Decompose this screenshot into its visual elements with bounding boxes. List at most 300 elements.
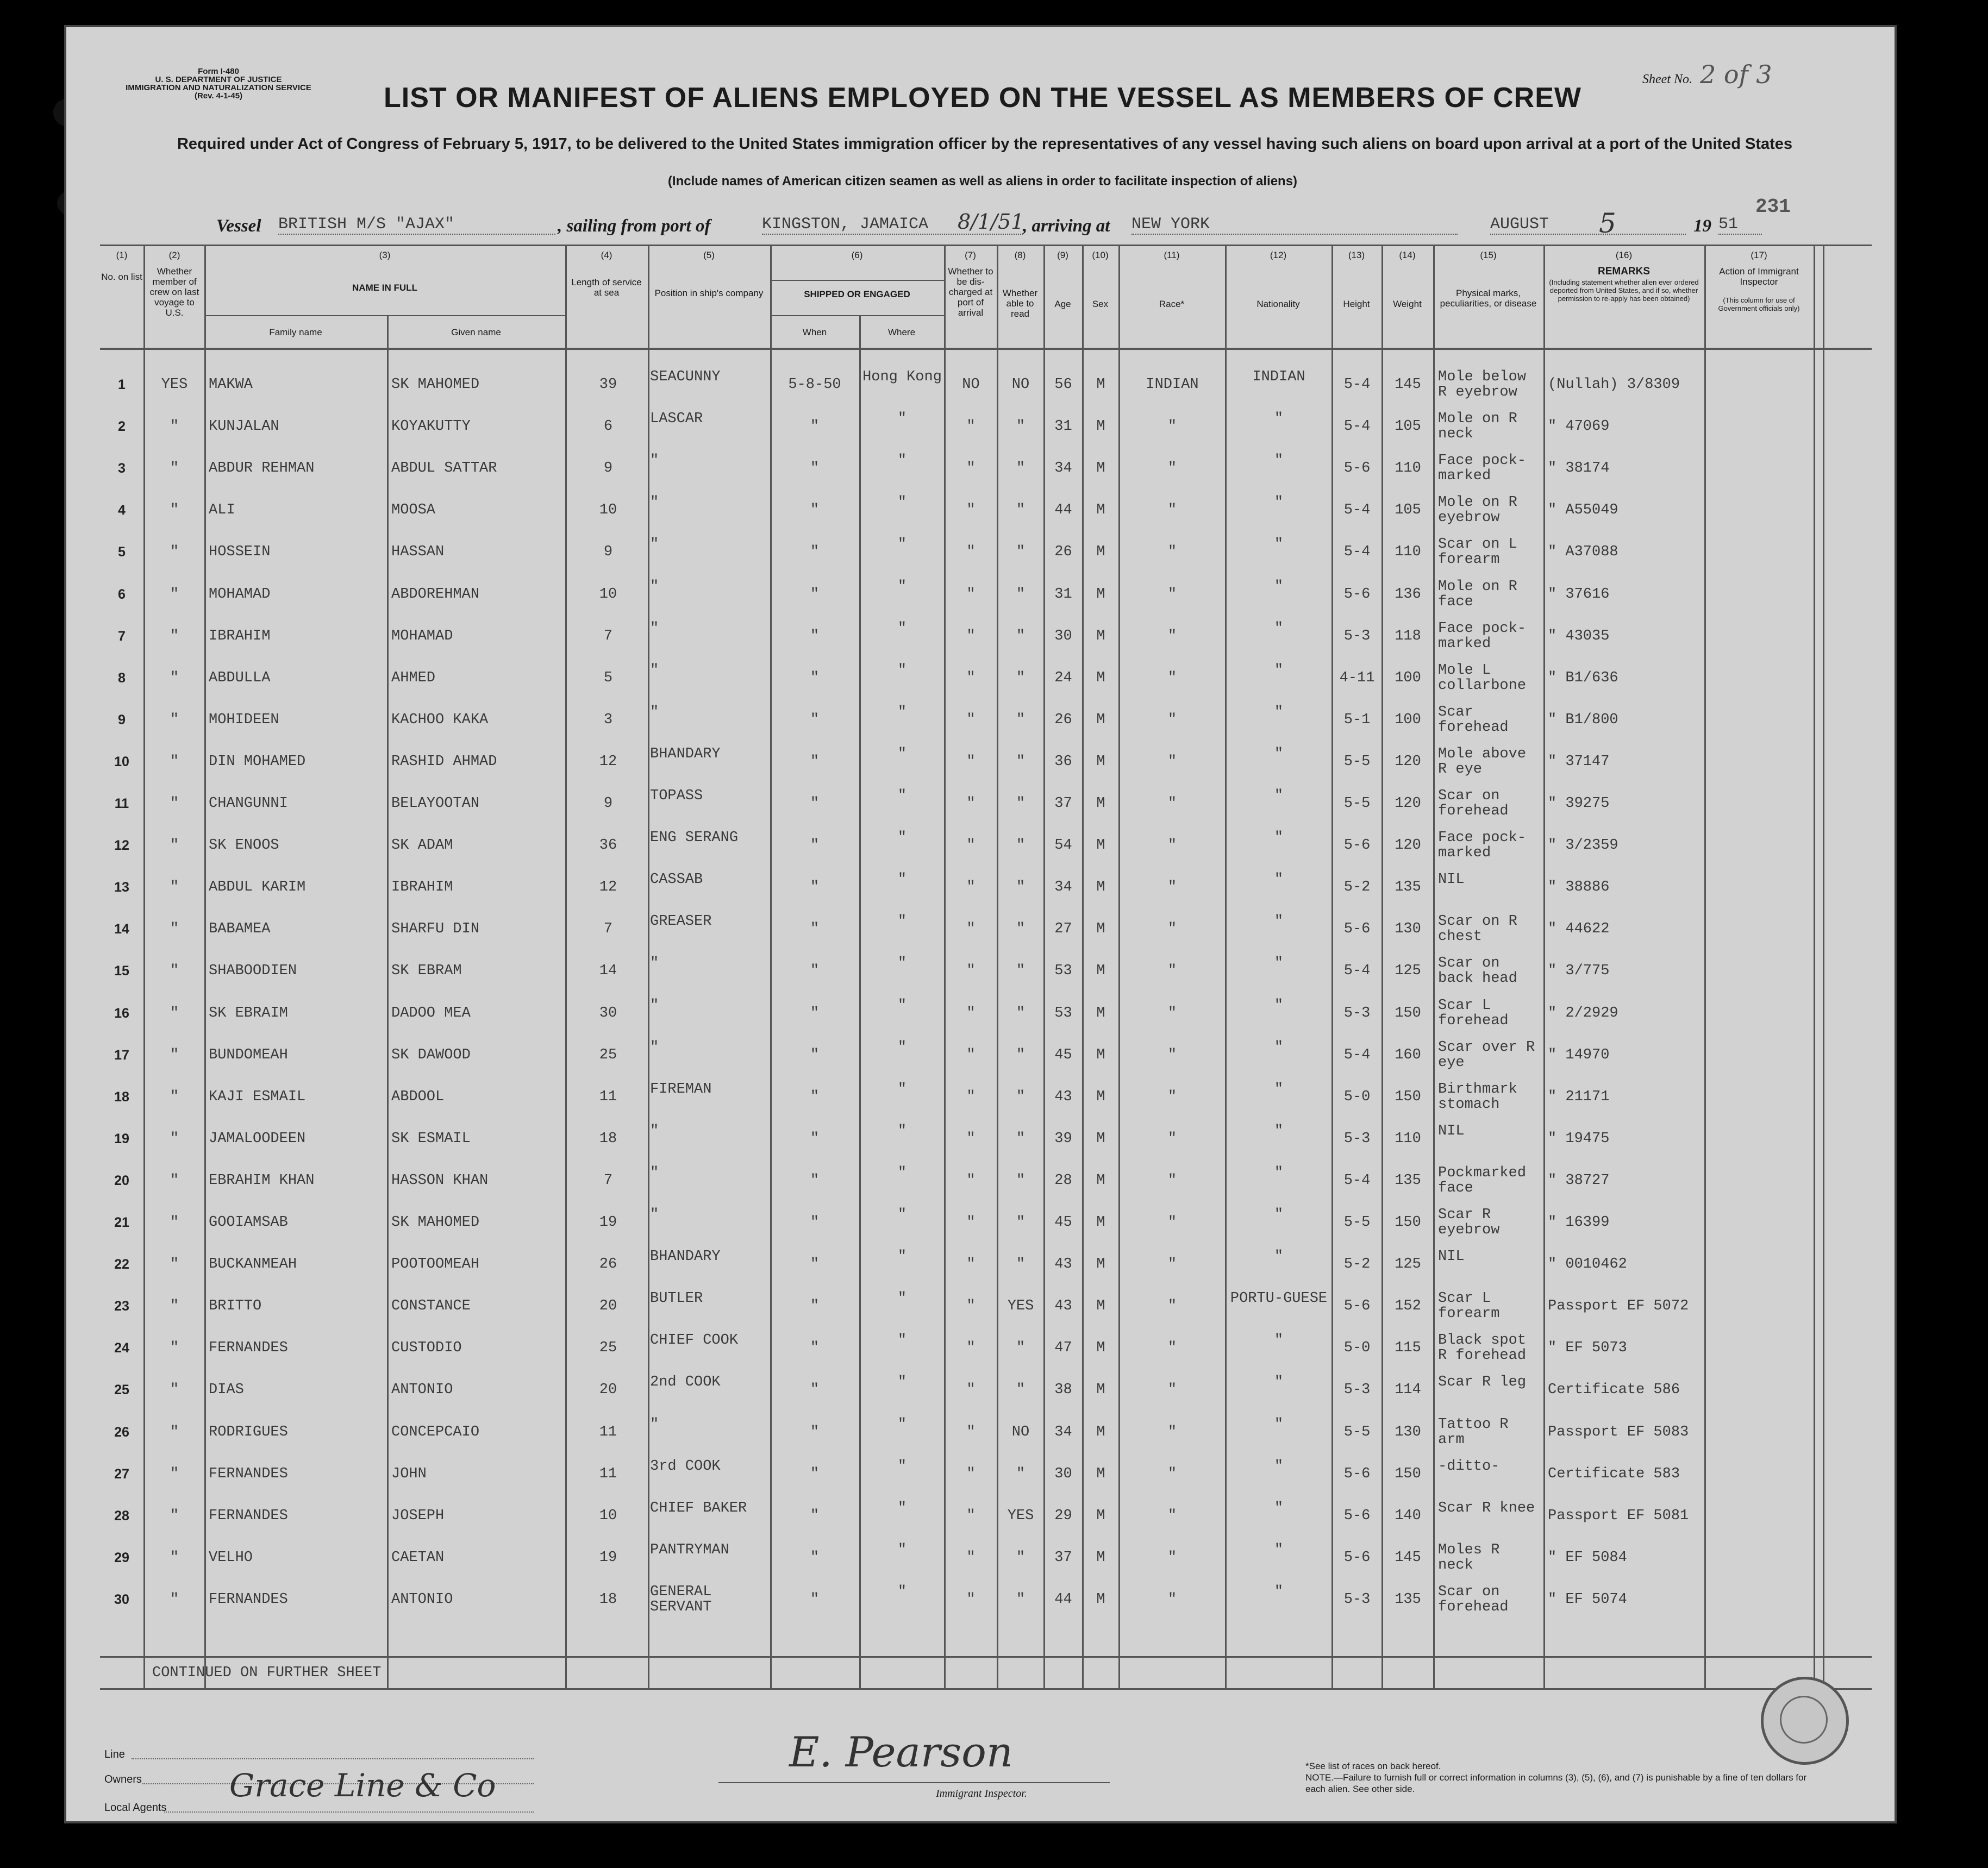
- port-from: KINGSTON, JAMAICA: [762, 215, 1023, 235]
- cell-service: 7: [603, 628, 613, 644]
- cell-weight: 150: [1395, 1466, 1421, 1482]
- cell-read: ": [1016, 670, 1026, 686]
- cell-remarks: " 44622: [1548, 921, 1610, 937]
- cell-remarks: " 3/2359: [1548, 837, 1618, 854]
- cell-position: ": [650, 1039, 659, 1056]
- cell-nat: ": [1274, 1039, 1284, 1056]
- col-num-10: (10): [1092, 250, 1109, 260]
- cell-weight: 135: [1395, 879, 1421, 895]
- cell-when: ": [810, 1591, 820, 1608]
- cell-read: ": [1016, 1340, 1026, 1356]
- sheet-number-label: Sheet No.: [1642, 72, 1692, 86]
- cell-marks: Mole on R face: [1438, 579, 1517, 610]
- cell-weight: 100: [1395, 712, 1421, 728]
- cell-age: 34: [1054, 879, 1072, 895]
- cell-read: ": [1016, 544, 1026, 560]
- owners-label: Owners: [104, 1773, 142, 1785]
- cell-weight: 145: [1395, 377, 1421, 393]
- arriving-label: , arriving at: [1023, 216, 1110, 236]
- cell-age: 43: [1054, 1089, 1072, 1105]
- cell-position: GREASER: [650, 913, 712, 930]
- cell-when: ": [810, 670, 820, 686]
- cell-nat: ": [1274, 830, 1284, 846]
- cell-read: ": [1016, 921, 1026, 937]
- col-header-sex: Sex: [1092, 299, 1109, 309]
- cell-read: ": [1016, 586, 1026, 603]
- cell-position: ": [650, 1165, 659, 1181]
- cell-where: ": [897, 536, 907, 553]
- cell-given: DADOO MEA: [391, 1005, 471, 1021]
- cell-race: ": [1167, 754, 1177, 770]
- cell-given: CONCEPCAIO: [391, 1424, 480, 1440]
- cell-disch: ": [966, 1340, 976, 1356]
- cell-race: ": [1167, 1131, 1177, 1147]
- cell-read: ": [1016, 1005, 1026, 1021]
- cell-position: ": [650, 536, 659, 553]
- cell-position: CHIEF BAKER: [650, 1500, 747, 1516]
- cell-remarks: " 2/2929: [1548, 1005, 1618, 1021]
- row-number: 29: [114, 1550, 129, 1565]
- col-rule: [1543, 245, 1545, 1690]
- cell-marks: Mole above R eye: [1438, 746, 1527, 778]
- cell-given: JOHN: [391, 1466, 427, 1482]
- cell-service: 3: [603, 712, 613, 728]
- cell-weight: 145: [1395, 1550, 1421, 1566]
- cell-sex: M: [1096, 795, 1105, 812]
- cell-prev: ": [170, 418, 179, 435]
- cell-nat: ": [1274, 579, 1284, 595]
- cell-marks: NIL: [1438, 1249, 1465, 1265]
- cell-age: 54: [1054, 837, 1072, 854]
- cell-read: ": [1016, 1214, 1026, 1231]
- cell-where: ": [897, 1081, 907, 1098]
- cell-service: 20: [599, 1382, 617, 1398]
- line-label: Line: [104, 1748, 125, 1760]
- cell-height: 5-2: [1343, 879, 1371, 895]
- cell-height: 5-6: [1343, 921, 1371, 937]
- cell-given: MOHAMAD: [391, 628, 453, 644]
- cell-race: ": [1167, 1256, 1177, 1273]
- cell-marks: Face pock-marked: [1438, 620, 1527, 652]
- cell-sex: M: [1096, 1591, 1105, 1608]
- col-num-7: (7): [965, 250, 976, 260]
- cell-where: ": [897, 1500, 907, 1516]
- cell-race: ": [1167, 670, 1177, 686]
- col-header-age: Age: [1054, 299, 1071, 309]
- cell-service: 11: [599, 1466, 617, 1482]
- agents-label: Local Agents: [104, 1802, 167, 1814]
- cell-weight: 105: [1395, 502, 1421, 518]
- row-number: 11: [114, 796, 129, 811]
- cell-when: ": [810, 460, 820, 477]
- cell-height: 5-4: [1343, 1047, 1371, 1063]
- cell-height: 5-0: [1343, 1089, 1371, 1105]
- cell-sex: M: [1096, 879, 1105, 895]
- arrival-month: AUGUST: [1490, 215, 1686, 235]
- cell-remarks: " 38886: [1548, 879, 1610, 895]
- cell-age: 37: [1054, 1550, 1072, 1566]
- cell-when: ": [810, 502, 820, 518]
- cell-age: 26: [1054, 712, 1072, 728]
- cell-family: GOOIAMSAB: [209, 1214, 288, 1231]
- cell-disch: ": [966, 460, 976, 477]
- cell-remarks: " 39275: [1548, 795, 1610, 812]
- cell-weight: 115: [1395, 1340, 1421, 1356]
- cell-where: ": [897, 494, 907, 511]
- cell-weight: 140: [1395, 1508, 1421, 1524]
- col-header-marks: Physical marks, peculiarities, or disease: [1440, 288, 1537, 309]
- cell-family: MAKWA: [209, 377, 253, 393]
- cell-family: FERNANDES: [209, 1508, 288, 1524]
- cell-read: ": [1016, 1047, 1026, 1063]
- cell-sex: M: [1096, 544, 1105, 560]
- cell-position: BUTLER: [650, 1290, 703, 1307]
- cell-read: ": [1016, 418, 1026, 435]
- cell-when: ": [810, 1131, 820, 1147]
- cell-prev: ": [170, 1466, 179, 1482]
- cell-where: ": [897, 453, 907, 469]
- vessel-name: BRITISH M/S "AJAX": [278, 215, 555, 235]
- cell-race: ": [1167, 628, 1177, 644]
- cell-marks: Scar on back head: [1438, 955, 1517, 987]
- cell-marks: Scar R eyebrow: [1438, 1207, 1500, 1238]
- col-header-remarks-note: (Including statement whether alien ever ordered deported from United States, and if so, whether permission to re-apply has been obtained): [1549, 278, 1699, 303]
- cell-prev: ": [170, 1131, 179, 1147]
- cell-sex: M: [1096, 1005, 1105, 1021]
- cell-position: ": [650, 1416, 659, 1433]
- agents-signature: Grace Line & Co: [229, 1767, 496, 1804]
- cell-where: ": [897, 1249, 907, 1265]
- cell-marks: Pockmarked face: [1438, 1165, 1527, 1196]
- cell-age: 28: [1054, 1173, 1072, 1189]
- col-header-action: Action of Immigrant Inspector: [1719, 266, 1799, 287]
- cell-sex: M: [1096, 921, 1105, 937]
- cell-marks: Tattoo R arm: [1438, 1416, 1509, 1448]
- cell-family: HOSSEIN: [209, 544, 271, 560]
- col-rule: [204, 245, 206, 1690]
- cell-prev: ": [170, 963, 179, 979]
- cell-when: ": [810, 1466, 820, 1482]
- cell-family: ALI: [209, 502, 235, 518]
- col-header-weight: Weight: [1393, 299, 1422, 309]
- cell-family: SK EBRAIM: [209, 1005, 288, 1021]
- cell-remarks: " 19475: [1548, 1131, 1610, 1147]
- cell-height: 5-6: [1343, 460, 1371, 477]
- cell-remarks: " 3/775: [1548, 963, 1610, 979]
- cell-marks: Scar over R eye: [1438, 1039, 1535, 1071]
- cell-remarks: (Nullah) 3/8309: [1548, 377, 1680, 393]
- cell-height: 5-6: [1343, 1298, 1371, 1314]
- cell-marks: Face pock-marked: [1438, 453, 1527, 484]
- cell-disch: ": [966, 670, 976, 686]
- cell-given: ABDOOL: [391, 1089, 445, 1105]
- cell-disch: ": [966, 418, 976, 435]
- cell-service: 9: [603, 460, 613, 477]
- cell-position: ": [650, 955, 659, 971]
- cell-height: 5-0: [1343, 1340, 1371, 1356]
- cell-race: ": [1167, 418, 1177, 435]
- cell-sex: M: [1096, 460, 1105, 477]
- cell-remarks: " 0010462: [1548, 1256, 1627, 1273]
- col-num-3: (3): [379, 250, 391, 260]
- col-rule: [648, 245, 649, 1690]
- cell-age: 24: [1054, 670, 1072, 686]
- cell-weight: 120: [1395, 837, 1421, 854]
- cell-age: 44: [1054, 1591, 1072, 1608]
- cell-remarks: " 47069: [1548, 418, 1610, 435]
- cell-height: 5-4: [1343, 963, 1371, 979]
- cell-where: ": [897, 746, 907, 762]
- cell-where: ": [897, 1374, 907, 1390]
- row-number: 19: [114, 1131, 129, 1146]
- cell-service: 9: [603, 544, 613, 560]
- port-arrival: NEW YORK: [1131, 215, 1458, 235]
- cell-weight: 125: [1395, 963, 1421, 979]
- cell-where: ": [897, 872, 907, 888]
- cell-sex: M: [1096, 670, 1105, 686]
- cell-when: ": [810, 712, 820, 728]
- row-number: 14: [114, 922, 129, 937]
- cell-nat: PORTU-GUESE: [1230, 1290, 1328, 1307]
- cell-age: 43: [1054, 1298, 1072, 1314]
- cell-read: ": [1016, 1131, 1026, 1147]
- col-header-previous: Whether member of crew on last voyage to U.S.: [149, 266, 199, 318]
- cell-read: ": [1016, 1466, 1026, 1482]
- cell-age: 44: [1054, 502, 1072, 518]
- cell-prev: ": [170, 1047, 179, 1063]
- cell-disch: ": [966, 963, 976, 979]
- cell-age: 26: [1054, 544, 1072, 560]
- cell-prev: ": [170, 795, 179, 812]
- cell-marks: Scar R leg: [1438, 1374, 1527, 1390]
- cell-race: ": [1167, 1382, 1177, 1398]
- cell-prev: ": [170, 1382, 179, 1398]
- cell-where: ": [897, 1458, 907, 1475]
- row-number: 25: [114, 1382, 129, 1397]
- cell-remarks: " 21171: [1548, 1089, 1610, 1105]
- cell-marks: Scar forehead: [1438, 704, 1509, 736]
- cell-height: 5-2: [1343, 1256, 1371, 1273]
- cell-marks: Mole L collarbone: [1438, 662, 1527, 694]
- cell-where: ": [897, 620, 907, 637]
- cell-prev: ": [170, 1508, 179, 1524]
- cell-when: ": [810, 879, 820, 895]
- cell-given: HASSON KHAN: [391, 1173, 489, 1189]
- cell-nat: ": [1274, 1207, 1284, 1223]
- cell-age: 31: [1054, 586, 1072, 603]
- cell-race: ": [1167, 1591, 1177, 1608]
- cell-family: BUCKANMEAH: [209, 1256, 297, 1273]
- cell-race: ": [1167, 712, 1177, 728]
- cell-where: ": [897, 1416, 907, 1433]
- cell-sex: M: [1096, 1047, 1105, 1063]
- cell-height: 5-6: [1343, 837, 1371, 854]
- cell-prev: ": [170, 586, 179, 603]
- cell-age: 43: [1054, 1256, 1072, 1273]
- cell-where: ": [897, 704, 907, 720]
- cell-family: RODRIGUES: [209, 1424, 288, 1440]
- cell-race: ": [1167, 921, 1177, 937]
- cell-given: POOTOOMEAH: [391, 1256, 480, 1273]
- row-number: 12: [114, 838, 129, 853]
- cell-disch: ": [966, 1089, 976, 1105]
- cell-weight: 114: [1395, 1382, 1421, 1398]
- cell-height: 5-6: [1343, 1466, 1371, 1482]
- cell-race: ": [1167, 1173, 1177, 1189]
- cell-weight: 120: [1395, 795, 1421, 812]
- cell-family: BABAMEA: [209, 921, 271, 937]
- cell-disch: ": [966, 1047, 976, 1063]
- cell-position: ": [650, 1123, 659, 1139]
- cell-weight: 100: [1395, 670, 1421, 686]
- cell-remarks: " EF 5074: [1548, 1591, 1627, 1608]
- inspector-label: Immigrant Inspector.: [936, 1788, 1027, 1800]
- cell-marks: Scar on L forearm: [1438, 536, 1517, 568]
- cell-marks: Scar L forearm: [1438, 1290, 1500, 1322]
- cell-read: ": [1016, 1550, 1026, 1566]
- table-rule: [204, 315, 565, 316]
- cell-position: SEACUNNY: [650, 369, 721, 385]
- col-rule: [1814, 245, 1815, 1690]
- cell-sex: M: [1096, 1466, 1105, 1482]
- cell-where: ": [897, 955, 907, 971]
- cell-read: YES: [1007, 1298, 1034, 1314]
- cell-nat: ": [1274, 1249, 1284, 1265]
- row-number: 5: [118, 544, 126, 560]
- col-header-family: Family name: [269, 327, 322, 337]
- cell-given: IBRAHIM: [391, 879, 453, 895]
- col-num-14: (14): [1399, 250, 1416, 260]
- cell-race: ": [1167, 1340, 1177, 1356]
- cell-weight: 150: [1395, 1214, 1421, 1231]
- cell-service: 9: [603, 795, 613, 812]
- cell-family: BRITTO: [209, 1298, 262, 1314]
- cell-disch: ": [966, 837, 976, 854]
- cell-sex: M: [1096, 754, 1105, 770]
- cell-position: ": [650, 494, 659, 511]
- cell-sex: M: [1096, 586, 1105, 603]
- cell-given: SK ADAM: [391, 837, 453, 854]
- cell-family: MOHIDEEN: [209, 712, 279, 728]
- penalty-note: NOTE.—Failure to furnish full or correct information in columns (3), (5), (6), and (7) is punishable by a fine of ten dollars for each alien. See other side.: [1305, 1772, 1807, 1794]
- col-rule: [387, 315, 389, 1690]
- cell-position: ": [650, 704, 659, 720]
- cell-read: ": [1016, 1173, 1026, 1189]
- cell-weight: 160: [1395, 1047, 1421, 1063]
- cell-given: SHARFU DIN: [391, 921, 480, 937]
- manifest-sheet: [64, 25, 1897, 1823]
- cell-when: ": [810, 1214, 820, 1231]
- cell-age: 34: [1054, 1424, 1072, 1440]
- cell-height: 5-5: [1343, 1214, 1371, 1231]
- row-number: 20: [114, 1173, 129, 1188]
- cell-position: FIREMAN: [650, 1081, 712, 1098]
- cell-height: 5-3: [1343, 1005, 1371, 1021]
- continued-note: CONTINUED ON FURTHER SHEET: [152, 1665, 382, 1681]
- cell-service: 19: [599, 1214, 617, 1231]
- cell-prev: ": [170, 502, 179, 518]
- row-number: 23: [114, 1299, 129, 1314]
- cell-prev: ": [170, 460, 179, 477]
- col-header-given: Given name: [451, 327, 501, 337]
- cell-disch: ": [966, 712, 976, 728]
- cell-where: ": [897, 1332, 907, 1349]
- cell-service: 20: [599, 1298, 617, 1314]
- cell-race: ": [1167, 837, 1177, 854]
- cell-family: FERNANDES: [209, 1340, 288, 1356]
- cell-height: 5-6: [1343, 586, 1371, 603]
- cell-position: CHIEF COOK: [650, 1332, 739, 1349]
- cell-remarks: " B1/636: [1548, 670, 1618, 686]
- cell-race: ": [1167, 1089, 1177, 1105]
- cell-service: 11: [599, 1424, 617, 1440]
- cell-height: 5-1: [1343, 712, 1371, 728]
- cell-height: 5-3: [1343, 628, 1371, 644]
- footer-notes: [1305, 1760, 1827, 1795]
- inspector-line: [718, 1782, 1110, 1783]
- cell-height: 5-4: [1343, 544, 1371, 560]
- cell-when: ": [810, 837, 820, 854]
- cell-marks: Mole on R neck: [1438, 411, 1517, 442]
- cell-race: ": [1167, 879, 1177, 895]
- cell-service: 14: [599, 963, 617, 979]
- cell-age: 36: [1054, 754, 1072, 770]
- cell-nat: ": [1274, 411, 1284, 427]
- col-num-5: (5): [703, 250, 715, 260]
- col-header-discharge: Whether to be dis-charged at port of arrival: [948, 266, 993, 318]
- cell-given: ANTONIO: [391, 1382, 453, 1398]
- col-header-action-note: (This column for use of Government officials only): [1718, 296, 1800, 312]
- col-header-height: Height: [1343, 299, 1370, 309]
- cell-when: ": [810, 1173, 820, 1189]
- cell-read: ": [1016, 1089, 1026, 1105]
- cell-position: ENG SERANG: [650, 830, 739, 846]
- cell-where: ": [897, 830, 907, 846]
- cell-remarks: " EF 5073: [1548, 1340, 1627, 1356]
- cell-marks: NIL: [1438, 1123, 1465, 1139]
- cell-marks: Moles R neck: [1438, 1542, 1500, 1574]
- table-rule: [770, 280, 944, 281]
- race-note: *See list of races on back hereof.: [1305, 1761, 1441, 1771]
- cell-service: 5: [603, 670, 613, 686]
- cell-position: ": [650, 1207, 659, 1223]
- cell-sex: M: [1096, 1298, 1105, 1314]
- cell-age: 39: [1054, 1131, 1072, 1147]
- cell-disch: ": [966, 1550, 976, 1566]
- cell-disch: ": [966, 921, 976, 937]
- cell-nat: ": [1274, 1332, 1284, 1349]
- sailing-date: 8/1/51: [958, 210, 1024, 234]
- form-number: Form I-480: [198, 67, 239, 76]
- cell-prev: ": [170, 1005, 179, 1021]
- cell-read: ": [1016, 795, 1026, 812]
- col-num-1: (1): [116, 250, 128, 260]
- row-number: 28: [114, 1508, 129, 1524]
- cell-prev: ": [170, 670, 179, 686]
- page-title: LIST OR MANIFEST OF ALIENS EMPLOYED ON THE VESSEL AS MEMBERS OF CREW: [384, 82, 1581, 114]
- cell-height: 5-3: [1343, 1382, 1371, 1398]
- cell-position: ": [650, 662, 659, 679]
- row-number: 8: [118, 670, 126, 686]
- cell-height: 5-6: [1343, 1550, 1371, 1566]
- col-header-shipped: SHIPPED OR ENGAGED: [804, 289, 910, 299]
- row-number: 13: [114, 880, 129, 895]
- cell-prev: ": [170, 1214, 179, 1231]
- cell-sex: M: [1096, 502, 1105, 518]
- cell-where: ": [897, 1542, 907, 1558]
- col-header-no: No. on list: [101, 272, 142, 282]
- cell-disch: ": [966, 1005, 976, 1021]
